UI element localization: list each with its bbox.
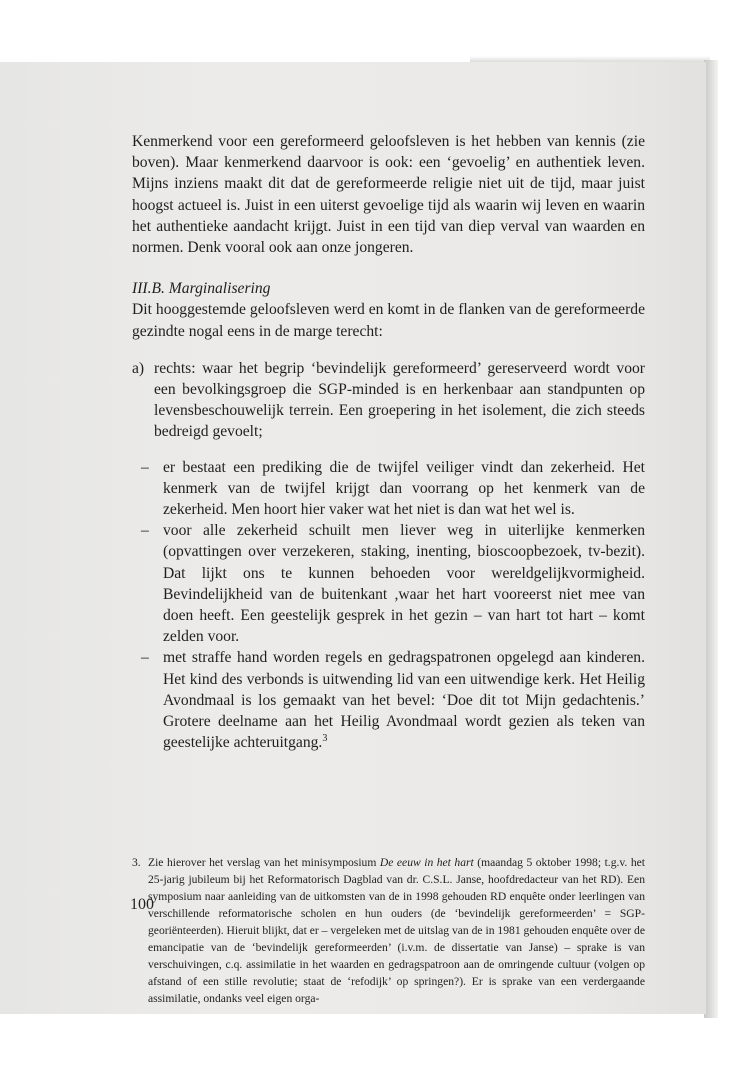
list-marker: a) [132, 359, 145, 377]
footnote-cited-title: De eeuw in het hart [379, 856, 474, 869]
dash-marker: – [141, 649, 149, 667]
body-text [132, 131, 645, 753]
footnote-text-after: (maandag 5 oktober 1998; t.g.v. het 25-jarig jubileum bij het Reformatorisch Dagblad van dr. C.S.L. Janse, hoofdredacteur van het RD). Een symposium naar aanleiding van de uitkomsten van de in 1998 gehouden RD enquête onder leerlingen van verschillende reformatorische scholen en hun ouders (de ‘bevindelijk gereformeerden’ = SGP-georiënteerden). Hieruit blijkt, dat er – vergeleken met de uitslag van de in 1981 gehouden enquête over de emancipatie van de ‘bevindelijk gereformeerden’ (i.v.m. de dissertatie van Janse) – sprake is van verschuivingen, c.q. assimilatie in het waarden en gedragspatroon aan de omringende cultuur (volgen op afstand of een stille revolutie; staat de ‘refodijk’ op springen?). Er is sprake van een verdergaande assimilatie, ondanks veel eigen orga- [148, 856, 645, 1005]
dash-item-text: voor alle zekerheid schuilt men liever weg in uiterlijke kenmerken (opvattingen over verzekeren, staking, inenting, bioscoopbezoek, tv-bezit). Dat lijkt ons te kunnen behoeden voor wereldgelijkvormigheid. Bevindelijkheid van de buitenkant ,waar het hart vooreerst niet mee van doen heeft. Een geestelijk gesprek in het gezin – van hart tot hart – komt zelden voor. [163, 522, 645, 646]
dash-list-item [132, 457, 645, 521]
list-item-a [132, 358, 645, 443]
dash-item-text: er bestaat een prediking die de twijfel veiliger vindt dan zekerheid. Het kenmerk van de twijfel krijgt dan voorrang op het kenmerk van de zekerheid. Men hoort hier vaker wat het niet is dan wat het wel is. [163, 458, 645, 519]
section-intro-paragraph: Dit hooggestemde geloofsleven werd en komt in de flanken van de gereformeerde gezindte nogal eens in de marge terecht: [132, 301, 645, 340]
spacer [132, 342, 645, 358]
list-item-text: rechts: waar het begrip ‘bevindelijk gereformeerd’ gereserveerd wordt voor een bevolkingsgroep die SGP-minded is en herkenbaar aan standpunten op levensbeschouwelijk terrein. Een groepering in het isolement, die zich steeds bedreigd gevoelt; [154, 359, 645, 441]
dash-marker: – [141, 522, 149, 540]
footnote-number: 3. [132, 856, 141, 869]
dash-list [132, 457, 645, 754]
footnote-reference[interactable]: 3 [322, 733, 328, 745]
dash-list-item [132, 647, 645, 753]
dash-marker: – [141, 458, 149, 476]
page-right-edge-shadow [704, 60, 718, 1018]
intro-paragraph: Kenmerkend voor een gereformeerd geloofsleven is het hebben van kennis (zie boven). Maar kenmerkend daarvoor is ook: een ‘gevoelig’ en authentiek leven. Mijns inziens maakt dit dat de gereformeerde religie niet uit de tijd, maar juist hoogst actueel is. Juist in een uiterst gevoelige tijd als waarin wij leven en waarin het authentieke aandacht krijgt. Juist in een tijd van diep verval van waarden en normen. Denk vooral ook aan onze jongeren. [132, 133, 645, 257]
footnote-3 [132, 854, 645, 1007]
footnotes [132, 854, 645, 1007]
footnote-text-before: Zie hierover het verslag van het minisymposium [148, 856, 380, 869]
section-heading: III.B. Marginalisering [132, 280, 271, 298]
dash-list-item [132, 520, 645, 647]
page-number: 100 [130, 896, 154, 913]
dash-item-text: met straffe hand worden regels en gedragspatronen opgelegd aan kinderen. Het kind des verbonds is uitwending lid van een uitwendige kerk. Het Heilig Avondmaal is los gemaakt van het bevel: ‘Doe dit tot Mijn gedachtenis.’ Grotere deelname aan het Heilig Avondmaal wordt gezien als teken van geestelijke achteruitgang. [163, 649, 645, 752]
